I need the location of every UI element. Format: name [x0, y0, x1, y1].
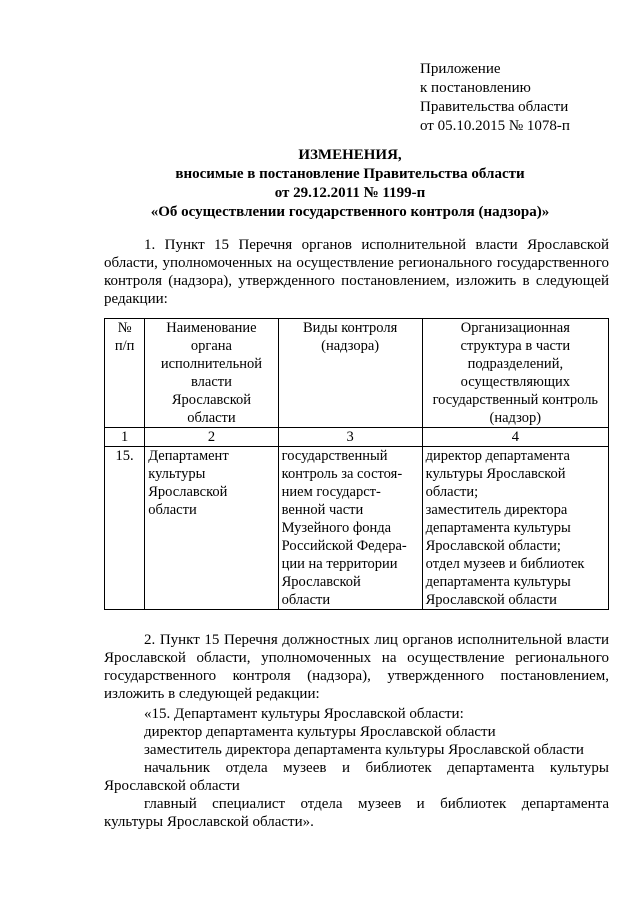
list-item: заместитель директора департамента культуры Ярославской области — [144, 742, 584, 758]
title-line: ИЗМЕНЕНИЯ, — [298, 147, 402, 163]
annex-line: Правительства области — [420, 99, 569, 115]
row-body-name: Департамент культуры Ярославской области — [145, 447, 278, 610]
column-number: 1 — [105, 428, 145, 447]
table-row — [105, 447, 609, 610]
header-number: № п/п — [105, 319, 145, 428]
paragraph-2 — [104, 631, 609, 703]
list-item: директор департамента культуры Ярославской области — [144, 724, 496, 740]
header-structure: Организационная структура в части подразделений, осуществляющих государственный контроль (надзор) — [422, 319, 608, 428]
column-number: 2 — [145, 428, 278, 447]
list-item-continuation: культуры Ярославской области». — [104, 814, 314, 830]
column-numbers-row — [105, 428, 609, 447]
column-number: 3 — [278, 428, 422, 447]
list-item: начальник отдела музеев и библиотек департамента культуры — [144, 760, 609, 776]
row-control-type: государственный контроль за состоя- нием государст- венной части Музейного фонда Российской Федера- ции на территории Ярославской области — [278, 447, 422, 610]
title-line: вносимые в постановление Правительства области — [175, 166, 525, 182]
annex-block — [420, 60, 630, 136]
document-title — [90, 146, 610, 222]
paragraph-1 — [104, 236, 609, 308]
table-header-row — [105, 319, 609, 428]
header-control-types: Виды контроля (надзора) — [278, 319, 422, 428]
row-number: 15. — [105, 447, 145, 610]
header-body-name: Наименование органа исполнительной власти Ярославской области — [145, 319, 278, 428]
title-line: «Об осуществлении государственного контроля (надзора)» — [150, 204, 550, 220]
list-item: «15. Департамент культуры Ярославской области: — [144, 706, 464, 722]
row-structure: директор департамента культуры Ярославской области; заместитель директора департамента культуры Ярославской области; отдел музеев и библиотек департамента культуры Ярославской области — [422, 447, 608, 610]
column-number: 4 — [422, 428, 608, 447]
annex-line: Приложение — [420, 61, 501, 77]
list-item-continuation: Ярославской области — [104, 778, 240, 794]
annex-line: к постановлению — [420, 80, 531, 96]
annex-line: от 05.10.2015 № 1078-п — [420, 118, 570, 134]
paragraph-2-text: 2. Пункт 15 Перечня должностных лиц органов исполнительной власти Ярославской области, уполномоченных на осуществление регионального государственного контроля (надзора), утвержденного постановлением, изложить в следующей редакции: — [104, 632, 609, 702]
list-item: главный специалист отдела музеев и библиотек департамента — [144, 796, 609, 812]
paragraph-1-text: 1. Пункт 15 Перечня органов исполнительной власти Ярославской области, уполномоченных на осуществление регионального государственного контроля (надзора), утвержденного постановлением, изложить в следующей редакции: — [104, 237, 609, 307]
control-table — [104, 318, 609, 610]
title-line: от 29.12.2011 № 1199-п — [274, 185, 426, 201]
